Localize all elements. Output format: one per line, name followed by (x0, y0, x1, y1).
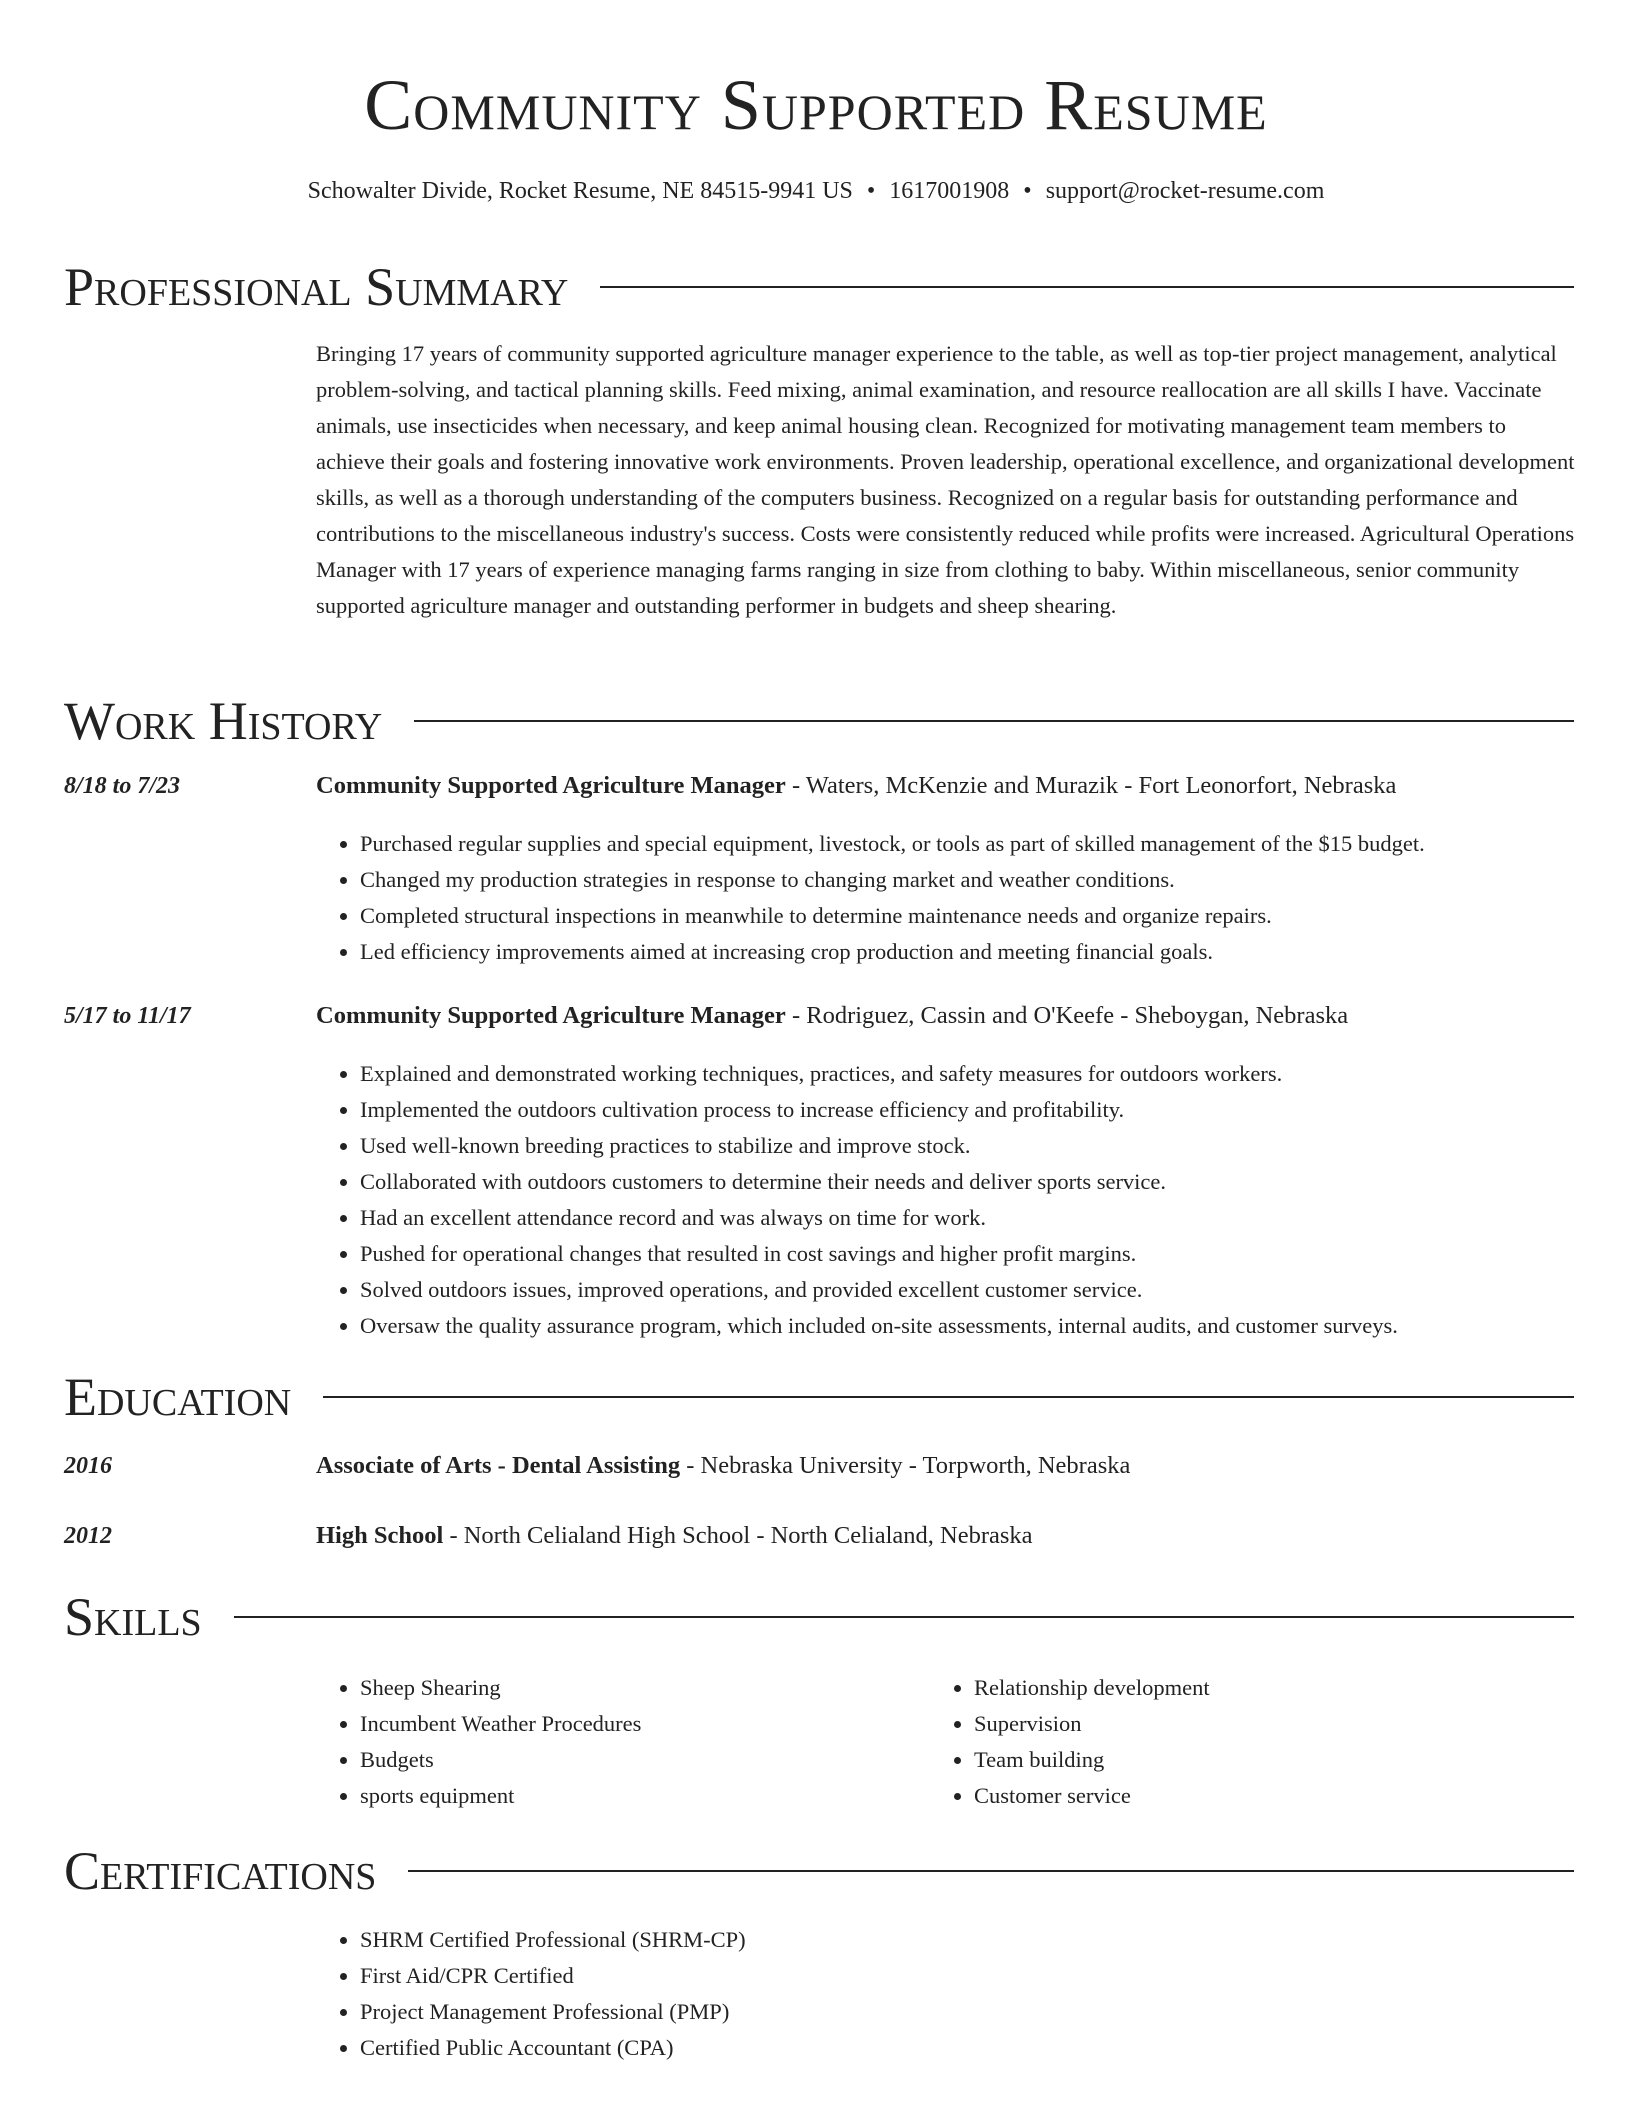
list-item: • Collaborated with outdoors customers to determine their needs and deliver sports service. (360, 1164, 1580, 1200)
job-dates: 5/17 to 11/17 (64, 1003, 191, 1029)
email: support@rocket-resume.com (1045, 178, 1325, 204)
certifications-list (316, 1922, 1580, 2066)
education-section-title: Education (64, 1367, 292, 1427)
summary-section-title: Professional Summary (64, 257, 569, 317)
skill-item: • sports equipment (360, 1778, 641, 1814)
certification-item: • First Aid/CPR Certified (360, 1958, 1580, 1994)
skill-item: • Customer service (974, 1778, 1210, 1814)
contact-separator: • (866, 178, 876, 204)
job-bullets (316, 1056, 1580, 1344)
list-item: • Explained and demonstrated working techniques, practices, and safety measures for outdoors workers. (360, 1056, 1580, 1092)
list-item: • Led efficiency improvements aimed at increasing crop production and meeting financial goals. (360, 934, 1580, 970)
address: Schowalter Divide, Rocket Resume, NE 84515-9941 US (307, 178, 853, 204)
job-heading (316, 770, 1576, 802)
job-details: - Rodriguez, Cassin and O'Keefe - Sheboygan, Nebraska (785, 1002, 1349, 1029)
skills-section-title: Skills (64, 1587, 202, 1647)
skill-item: • Relationship development (974, 1670, 1210, 1706)
list-item: • Changed my production strategies in response to changing market and weather conditions. (360, 862, 1580, 898)
phone: 1617001908 (889, 178, 1010, 204)
education-year: 2012 (64, 1523, 112, 1549)
job-role: Community Supported Agriculture Manager (316, 772, 786, 799)
job-bullets (316, 826, 1580, 970)
job-dates: 8/18 to 7/23 (64, 773, 181, 799)
skill-item: • Incumbent Weather Procedures (360, 1706, 641, 1742)
list-item: • Purchased regular supplies and special equipment, livestock, or tools as part of skilled management of the $15 budget. (360, 826, 1580, 862)
education-heading (316, 1450, 1576, 1482)
skills-section-header (64, 1586, 1574, 1648)
education-details: - Nebraska University - Torpworth, Nebraska (680, 1452, 1131, 1479)
education-heading (316, 1520, 1576, 1552)
skill-item: • Team building (974, 1742, 1210, 1778)
summary-text: Bringing 17 years of community supported agriculture manager experience to the table, as well as top-tier project management, analytical problem-solving, and tactical planning skills. Feed mixing, animal examination, and resource reallocation are all skills I have. Vaccinate animals, use insecticides when necessary, and keep animal housing clean. Recognized for motivating management team members to achieve their goals and fostering innovative work environments. Proven leadership, operational excellence, and organizational development skills, as well as a thorough understanding of the computers business. Recognized on a regular basis for outstanding performance and contributions to the miscellaneous industry's success. Costs were consistently reduced while profits were increased. Agricultural Operations Manager with 17 years of experience managing farms ranging in size from clothing to baby. Within miscellaneous, senior community supported agriculture manager and outstanding performer in budgets and sheep shearing. (316, 341, 1575, 618)
section-divider (408, 1870, 1574, 1872)
certification-item: • Certified Public Accountant (CPA) (360, 2030, 1580, 2066)
section-divider (414, 720, 1574, 722)
section-divider (600, 286, 1574, 288)
list-item: • Completed structural inspections in meanwhile to determine maintenance needs and organize repairs. (360, 898, 1580, 934)
summary-section-header (64, 256, 1574, 318)
certifications-section-title: Certifications (64, 1841, 377, 1901)
list-item: • Oversaw the quality assurance program, which included on-site assessments, internal audits, and customer surveys. (360, 1308, 1580, 1344)
education-details: - North Celialand High School - North Celialand, Nebraska (443, 1522, 1033, 1549)
list-item: • Pushed for operational changes that resulted in cost savings and higher profit margins. (360, 1236, 1580, 1272)
certifications-section-header (64, 1840, 1574, 1902)
skills-list-right (930, 1670, 1210, 1814)
list-item: • Used well-known breeding practices to stabilize and improve stock. (360, 1128, 1580, 1164)
skills-list-left (316, 1670, 641, 1814)
certification-item: • Project Management Professional (PMP) (360, 1994, 1580, 2030)
education-year: 2016 (64, 1453, 112, 1479)
list-item: • Had an excellent attendance record and was always on time for work. (360, 1200, 1580, 1236)
job-heading (316, 1000, 1576, 1032)
skill-item: • Supervision (974, 1706, 1210, 1742)
skill-item: • Budgets (360, 1742, 641, 1778)
education-section-header (64, 1366, 1574, 1428)
contact-line (0, 176, 1632, 206)
resume-name: Community Supported Resume (364, 65, 1268, 145)
job-role: Community Supported Agriculture Manager (316, 1002, 786, 1029)
list-item: • Implemented the outdoors cultivation process to increase efficiency and profitability. (360, 1092, 1580, 1128)
section-divider (234, 1616, 1574, 1618)
job-details: - Waters, McKenzie and Murazik - Fort Leonorfort, Nebraska (785, 772, 1397, 799)
list-item: • Solved outdoors issues, improved operations, and provided excellent customer service. (360, 1272, 1580, 1308)
skill-item: • Sheep Shearing (360, 1670, 641, 1706)
work-section-header (64, 690, 1574, 752)
education-degree: High School (316, 1522, 444, 1549)
contact-separator: • (1023, 178, 1032, 204)
certification-item: • SHRM Certified Professional (SHRM-CP) (360, 1922, 1580, 1958)
section-divider (323, 1396, 1574, 1398)
work-section-title: Work History (64, 691, 383, 751)
education-degree: Associate of Arts - Dental Assisting (316, 1452, 681, 1479)
